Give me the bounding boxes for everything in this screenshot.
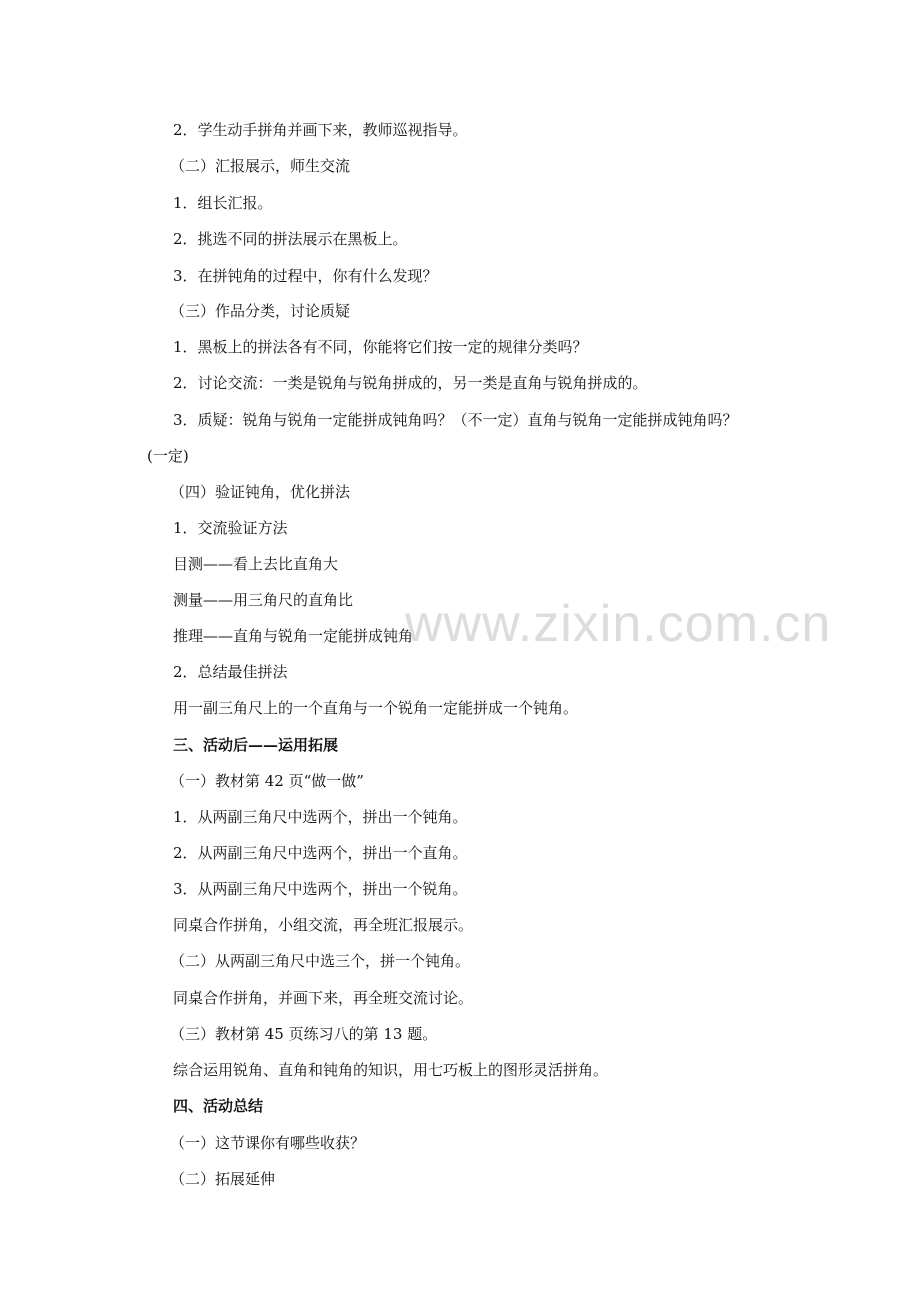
paragraph: 3．质疑：锐角与锐角一定能拼成钝角吗？（不一定）直角与锐角一定能拼成钝角吗？	[173, 411, 738, 429]
paragraph: 1．交流验证方法	[173, 519, 288, 537]
chapter-heading: 四、活动总结	[173, 1097, 264, 1115]
paragraph: 用一副三角尺上的一个直角与一个锐角一定能拼成一个钝角。	[173, 699, 579, 717]
paragraph: 推理——直角与锐角一定能拼成钝角	[173, 627, 414, 645]
section-heading: （二）拓展延伸	[170, 1170, 276, 1188]
paragraph: 2．讨论交流：一类是锐角与锐角拼成的，另一类是直角与锐角拼成的。	[173, 374, 648, 392]
paragraph: 同桌合作拼角，小组交流，再全班汇报展示。	[173, 916, 474, 934]
section-heading: （二）汇报展示，师生交流	[170, 157, 351, 175]
paragraph: 2．总结最佳拼法	[173, 663, 288, 681]
chapter-heading: 三、活动后——运用拓展	[173, 736, 339, 754]
section-heading: （一）教材第 42 页“做一做”	[170, 772, 364, 790]
paragraph: 2．从两副三角尺中选两个，拼出一个直角。	[173, 844, 468, 862]
paragraph: 3．在拼钝角的过程中，你有什么发现？	[173, 267, 438, 285]
paragraph: 测量——用三角尺的直角比	[173, 591, 354, 609]
section-heading: （四）验证钝角，优化拼法	[170, 483, 351, 501]
section-heading: （一）这节课你有哪些收获？	[170, 1134, 366, 1152]
paragraph: 同桌合作拼角，并画下来，再全班交流讨论。	[173, 989, 474, 1007]
watermark-text: www.zixin.com.cn	[405, 595, 832, 653]
paragraph: 2．学生动手拼角并画下来，教师巡视指导。	[173, 121, 468, 139]
section-heading: （二）从两副三角尺中选三个，拼一个钝角。	[170, 952, 471, 970]
paragraph: 综合运用锐角、直角和钝角的知识，用七巧板上的图形灵活拼角。	[173, 1061, 609, 1079]
paragraph-continuation: (一定)	[147, 447, 189, 465]
paragraph: 3．从两副三角尺中选两个，拼出一个锐角。	[173, 880, 468, 898]
section-heading: （三）教材第 45 页练习八的第 13 题。	[170, 1025, 438, 1043]
paragraph: 目测——看上去比直角大	[173, 555, 339, 573]
paragraph: 2．挑选不同的拼法展示在黑板上。	[173, 230, 408, 248]
paragraph: 1．黑板上的拼法各有不同，你能将它们按一定的规律分类吗？	[173, 338, 588, 356]
section-heading: （三）作品分类，讨论质疑	[170, 302, 351, 320]
paragraph: 1．组长汇报。	[173, 194, 273, 212]
paragraph: 1．从两副三角尺中选两个，拼出一个钝角。	[173, 808, 468, 826]
